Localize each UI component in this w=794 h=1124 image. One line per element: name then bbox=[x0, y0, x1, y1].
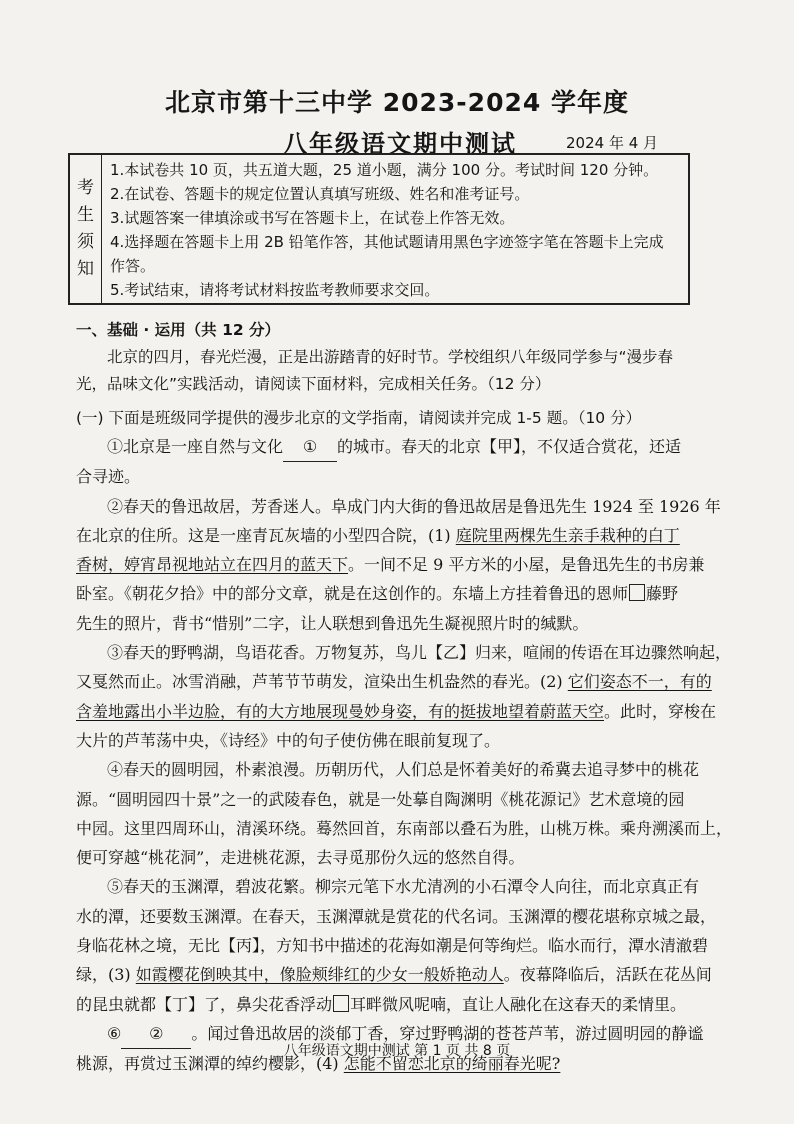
passage-line: ⑥ ② 。闻过鲁迅故居的淡郁丁香，穿过野鸭湖的苍苍芦苇，游过圆明园的静谧 bbox=[76, 1019, 698, 1049]
punctuation-box bbox=[629, 584, 645, 601]
exam-date: 2024 年 4 月 bbox=[566, 134, 659, 152]
notice-item: 5.考试结束，请将考试材料按监考教师要求交回。 bbox=[110, 281, 440, 299]
section-heading: 一、基础 · 运用（共 12 分） bbox=[76, 321, 281, 339]
answer-blank: ① bbox=[283, 432, 337, 462]
notice-label-char: 须 bbox=[77, 232, 94, 252]
sub-heading: (一) 下面是班级同学提供的漫步北京的文学指南，请阅读并完成 1-5 题。（10 分） bbox=[76, 409, 642, 427]
passage-line: 卧室。《朝花夕拾》中的部分文章，就是在这创作的。东墙上方挂着鲁迅的恩师 藤野 bbox=[76, 584, 679, 604]
answer-blank: ② bbox=[121, 1019, 191, 1049]
underlined-sentence-3: 如霞樱花倒映其中，像脸颊绯红的少女一般娇艳动人 bbox=[135, 965, 504, 985]
notice-items bbox=[110, 158, 682, 302]
passage-line: ③春天的野鸭湖，鸟语花香。万物复苏，鸟儿【乙】归来，喧闹的传语在耳边骤然响起， bbox=[107, 643, 732, 663]
passage-line: 便可穿越“桃花洞”，走进桃花源，去寻觅那份久远的悠然自得。 bbox=[76, 848, 525, 868]
exam-subtitle: 八年级语文期中测试 bbox=[283, 130, 517, 158]
passage-line: ①北京是一座自然与文化 ① 的城市。春天的北京【甲】，不仅适合赏花，还适 bbox=[76, 432, 698, 462]
intro-line: 北京的四月，春光烂漫，正是出游踏青的好时节。学校组织八年级同学参与“漫步春 bbox=[107, 348, 674, 366]
passage-line: ⑤春天的玉渊潭，碧波花繁。柳宗元笔下水尤清冽的小石潭令人向往，而北京真正有 bbox=[107, 877, 700, 897]
underlined-sentence-4: 怎能不留恋北京的绮丽春光呢? bbox=[343, 1054, 561, 1074]
passage-line: 合寻迹。 bbox=[76, 467, 141, 487]
passage-line: 香树，婷宵昂视地站立在四月的蓝天下。一间不足 9 平方米的小屋，是鲁迅先生的书房兼 bbox=[76, 555, 705, 575]
passage-line: 先生的照片，背书“惜别”二字，让人联想到鲁迅先生凝视照片时的缄默。 bbox=[76, 613, 589, 633]
passage-line: ②春天的鲁迅故居，芳香迷人。阜成门内大街的鲁迅故居是鲁迅先生 1924 至 1926 年 bbox=[107, 496, 721, 516]
passage-line: 在北京的住所。这是一座青瓦灰墙的小型四合院，(1) 庭院里两棵先生亲手栽种的白丁 bbox=[76, 525, 680, 545]
notice-label-char: 考 bbox=[77, 178, 94, 198]
passage-line: 水的潭，还要数玉渊潭。在春天，玉渊潭就是赏花的代名词。玉渊潭的樱花堪称京城之最， bbox=[76, 906, 717, 926]
passage-line: 又戛然而止。冰雪消融，芦苇节节萌发，渲染出生机盎然的春光。(2) 它们姿态不一，有的 bbox=[76, 672, 712, 692]
passage-line: 桃源，再赏过玉渊潭的绰约樱影，(4) 怎能不留恋北京的绮丽春光呢? bbox=[76, 1054, 561, 1074]
notice-item: 2.在试卷、答题卡的规定位置认真填写班级、姓名和准考证号。 bbox=[110, 185, 530, 203]
punctuation-box bbox=[333, 995, 349, 1012]
underlined-sentence-2: 它们姿态不一，有的 bbox=[567, 672, 712, 692]
passage-line: 含羞地露出小半边脸，有的大方地展现曼妙身姿，有的挺拔地望着蔚蓝天空。此时，穿梭在 bbox=[76, 701, 717, 721]
passage-line: 源。“圆明园四十景”之一的武陵春色，就是一处摹自陶渊明《桃花源记》艺术意境的园 bbox=[76, 789, 685, 809]
underlined-sentence-1: 庭院里两棵先生亲手栽种的白丁 bbox=[455, 525, 680, 545]
passage-line: 的昆虫就都【丁】了，鼻尖花香浮动 耳畔微风呢喃，直让人融化在这春天的柔情里。 bbox=[76, 994, 687, 1014]
passage-line: ④春天的圆明园，朴素浪漫。历朝历代，人们总是怀着美好的希冀去追寻梦中的桃花 bbox=[107, 760, 700, 780]
notice-item: 3.试题答案一律填涂或书写在答题卡上，在试卷上作答无效。 bbox=[110, 209, 515, 227]
page-footer: 八年级语文期中测试 第 1 页 共 8 页 bbox=[283, 1043, 511, 1059]
underlined-sentence-1: 香树，婷宵昂视地站立在四月的蓝天下 bbox=[76, 555, 349, 575]
notice-item: 作答。 bbox=[110, 257, 156, 275]
section-intro bbox=[76, 344, 698, 398]
passage-line: 中园。这里四周环山，清溪环绕。蓦然回首，东南部以叠石为胜，山桃万株。乘舟溯溪而上， bbox=[76, 818, 733, 838]
passage bbox=[76, 432, 733, 1079]
underlined-sentence-2: 含羞地露出小半边脸，有的大方地展现曼妙身姿，有的挺拔地望着蔚蓝天空 bbox=[76, 701, 605, 721]
passage-line: 绿，(3) 如霞樱花倒映其中，像脸颊绯红的少女一般娇艳动人。夜幕降临后，活跃在花丛间 bbox=[76, 965, 712, 985]
exam-title: 北京市第十三中学 2023-2024 学年度 bbox=[165, 88, 629, 117]
passage-line: 身临花林之境，无比【丙】，方知书中描述的花海如潮是何等绚烂。临水而行，潭水清澈碧 bbox=[76, 936, 709, 956]
candidate-notice-box bbox=[68, 153, 690, 305]
passage-line: 大片的芦苇荡中央，《诗经》中的句子使仿佛在眼前复现了。 bbox=[76, 730, 501, 750]
notice-item: 1.本试卷共 10 页，共五道大题，25 道小题，满分 100 分。考试时间 120 分钟。 bbox=[110, 161, 659, 179]
notice-item: 4.选择题在答题卡上用 2B 铅笔作答，其他试题请用黑色字迹签字笔在答题卡上完成 bbox=[110, 233, 664, 251]
notice-label bbox=[70, 155, 102, 303]
intro-line: 光，品味文化”实践活动，请阅读下面材料，完成相关任务。（12 分） bbox=[76, 375, 551, 393]
notice-label-char: 生 bbox=[77, 205, 94, 225]
notice-label-char: 知 bbox=[77, 259, 94, 279]
